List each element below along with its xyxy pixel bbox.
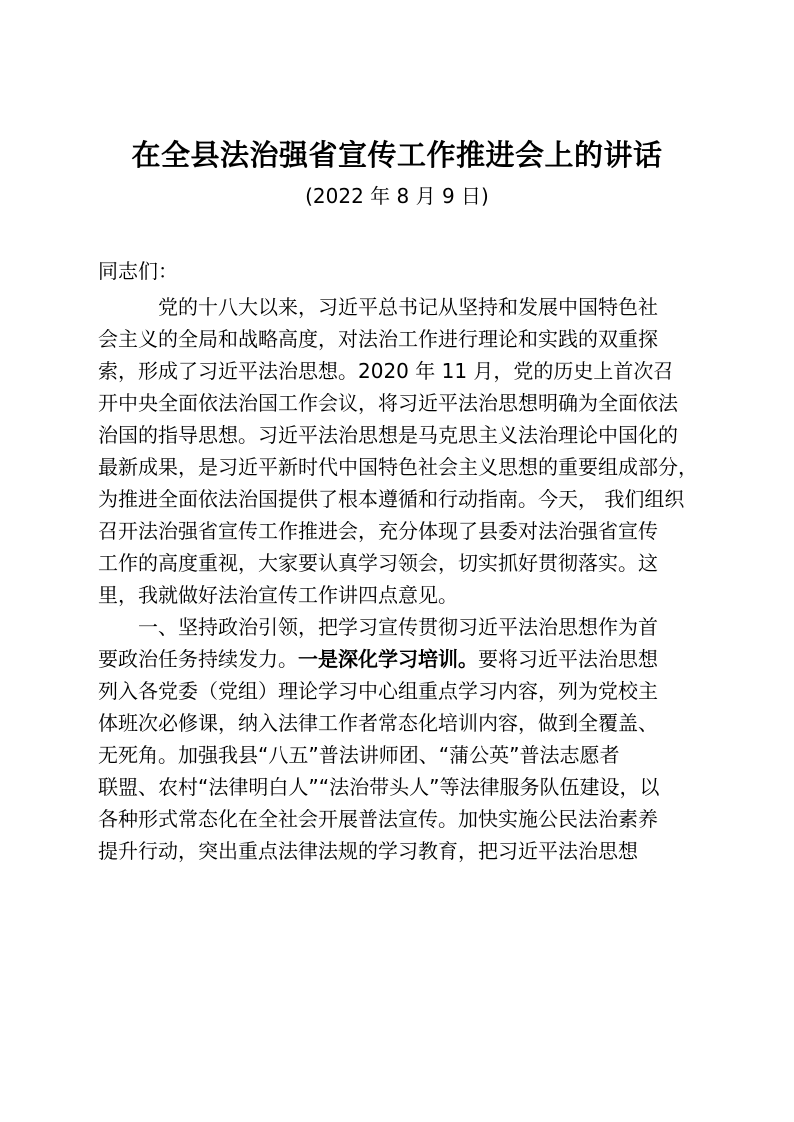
paragraph-line: 里，我就做好法治宣传工作讲四点意见。 — [98, 583, 458, 607]
paragraph-line: 提升行动，突出重点法律法规的学习教育，把习近平法治思想 — [98, 839, 638, 863]
paragraph-line: 会主义的全局和战略高度，对法治工作进行理论和实践的双重探 — [98, 327, 658, 351]
document-body — [98, 255, 710, 867]
paragraph-line: 最新成果，是习近平新时代中国特色社会主义思想的重要组成部分， — [98, 455, 698, 479]
paragraph-line: 为推进全面依法治国提供了根本遵循和行动指南。今天， 我们组织 — [98, 487, 685, 511]
paragraph-line: 召开法治强省宣传工作推进会，充分体现了县委对法治强省宣传 — [98, 519, 658, 543]
line-text: 一、坚持政治引领，把学习宣传贯彻习近平法治思想作为首 — [138, 615, 658, 639]
paragraph-line: 治国的指导思想。习近平法治思想是马克思主义法治理论中国化的 — [98, 423, 678, 447]
salutation: 同志们： — [98, 259, 178, 283]
paragraph-1 — [98, 291, 710, 611]
document-title: 在全县法治强省宣传工作推进会上的讲话 — [131, 138, 663, 172]
line-text: 要政治任务持续发力。 — [98, 647, 298, 671]
bold-heading: 一是深化学习培训。 — [298, 647, 478, 671]
paragraph-line: 无死角。加强我县“八五”普法讲师团、“蒲公英”普法志愿者 — [98, 743, 620, 767]
paragraph-line: 列入各党委（党组）理论学习中心组重点学习内容，列为党校主 — [98, 679, 658, 703]
paragraph-line: 索，形成了习近平法治思想。2020 年 11 月，党的历史上首次召 — [98, 359, 674, 383]
line-text: 党的十八大以来，习近平总书记从坚持和发展中国特色社 — [158, 295, 658, 319]
paragraph-line: 各种形式常态化在全社会开展普法宣传。加快实施公民法治素养 — [98, 807, 658, 831]
document-date: (2022 年 8 月 9 日) — [305, 184, 489, 208]
line-text: 要将习近平法治思想 — [478, 647, 658, 671]
paragraph-line: 联盟、农村“法律明白人”“法治带头人”等法律服务队伍建设，以 — [98, 775, 660, 799]
paragraph-line — [98, 611, 710, 643]
paragraph-line: 体班次必修课，纳入法律工作者常态化培训内容，做到全覆盖、 — [98, 711, 658, 735]
paragraph-line — [98, 291, 710, 323]
paragraph-2 — [98, 611, 710, 867]
paragraph-line: 工作的高度重视，大家要认真学习领会，切实抓好贯彻落实。这 — [98, 551, 658, 575]
paragraph-line — [98, 643, 710, 675]
paragraph-line: 开中央全面依法治国工作会议，将习近平法治思想明确为全面依法 — [98, 391, 678, 415]
